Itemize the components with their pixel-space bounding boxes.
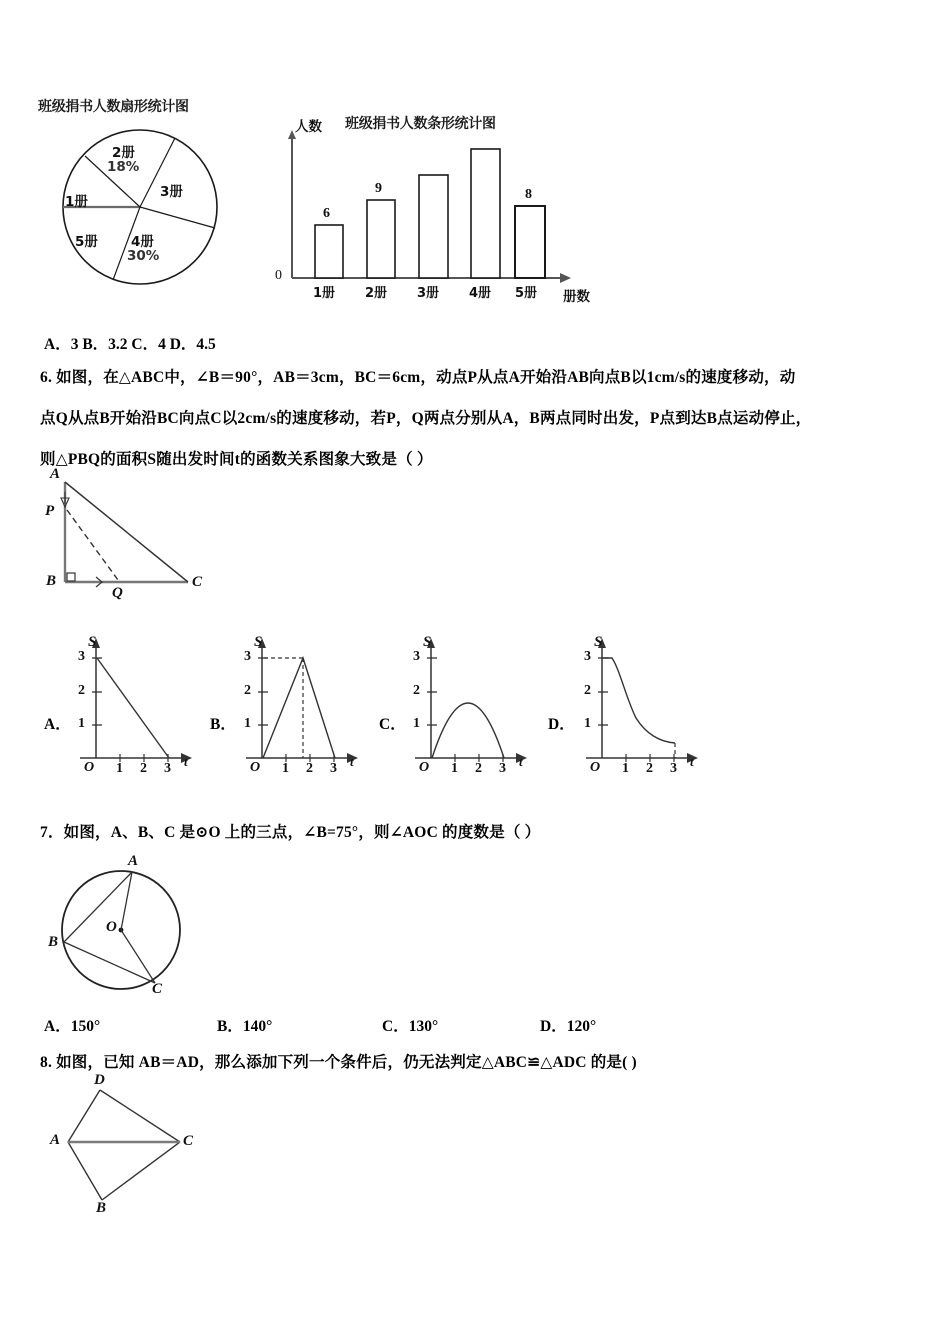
q8-quadrilateral-figure: [40, 1072, 250, 1235]
q6-graph-C: [407, 630, 552, 780]
q7-circle-figure: [50, 855, 230, 1005]
graphD-curve: [603, 658, 675, 743]
pie-chart-svg: [55, 120, 235, 300]
graphD-y-axis-label: S: [594, 634, 603, 650]
pie-chart: [55, 120, 235, 300]
graphD-origin-label: O: [590, 760, 601, 775]
pie-divider-4: [140, 207, 215, 228]
q7-label-C: C: [152, 981, 163, 997]
q8-label-C: C: [183, 1133, 194, 1149]
q7-label-B: B: [48, 934, 59, 950]
graphB-y-axis-label: S: [254, 634, 263, 650]
segment-AC: [65, 482, 188, 582]
segment-BC: [102, 1142, 180, 1200]
bar-category-2: 2册: [365, 286, 388, 301]
segment-DC: [100, 1090, 180, 1142]
graphA-x-axis-label: t: [184, 754, 188, 769]
q8-quadrilateral-svg: [40, 1080, 250, 1235]
graphB-xtick-label-3: 3: [330, 761, 337, 776]
graphC-ytick-label-2: 2: [413, 683, 420, 698]
y-axis-arrowhead: [288, 130, 296, 139]
graphC-xtick-label-1: 1: [451, 761, 458, 776]
segment-AB: [68, 1142, 102, 1200]
bar-value-5: 8: [525, 187, 532, 202]
q6-stem-line3: 则△PBQ的面积S随出发时间t的函数关系图象大致是（ ）: [40, 451, 433, 468]
segment-AD: [68, 1090, 100, 1142]
q6-label-B: B: [46, 573, 57, 589]
q8-stem: 8. 如图，已知 AB＝AD，那么添加下列一个条件后，仍无法判定△ABC≌△ADC 的是( ): [40, 1054, 637, 1071]
q7-option-A-value: 150°: [70, 1018, 101, 1035]
graphA-ytick-label-2: 2: [78, 683, 85, 698]
q7-label-A: A: [128, 853, 139, 869]
q6-graph-A-svg: [72, 630, 217, 780]
q7-option-B-value: 140°: [242, 1018, 273, 1035]
pie-slice-pct-4: 30%: [127, 248, 160, 264]
bar-5: [515, 206, 545, 278]
graphB-ytick-label-1: 1: [244, 716, 251, 731]
graphA-curve: [97, 658, 169, 758]
bar-1: [315, 225, 343, 278]
q6-graph-C-svg: [407, 630, 552, 780]
q7-option-C-key: C．: [382, 1018, 409, 1035]
q8-label-A: A: [50, 1132, 61, 1148]
q6-graph-letter-B: B．: [210, 716, 236, 733]
bar-value-1: 6: [323, 206, 330, 221]
q7-option-D-key: D．: [540, 1018, 567, 1035]
graphD-ytick-label-3: 3: [584, 649, 591, 664]
bar-category-4: 4册: [469, 286, 492, 301]
bar-4: [471, 149, 500, 278]
pie-chart-title: 班级捐书人数扇形统计图: [38, 99, 189, 115]
q6-graph-letter-C: C．: [379, 716, 406, 733]
pie-slice-label-5: 5册: [75, 234, 98, 250]
graphB-curve: [263, 658, 335, 758]
pie-slice-label-3: 3册: [160, 184, 183, 200]
bar-chart-x-axis-name: 册数: [563, 289, 590, 305]
graphC-xtick-label-2: 2: [475, 761, 482, 776]
q6-stem-line2: 点Q从点B开始沿BC向点C以2cm/s的速度移动，若P，Q两点分别从A，B两点同时出发，P点到达B点运动停止，: [40, 410, 812, 427]
graphD-xtick-label-2: 2: [646, 761, 653, 776]
q7-option-A-key: A．: [44, 1018, 71, 1035]
graphD-ytick-label-2: 2: [584, 683, 591, 698]
q6-graph-letter-D: D．: [548, 716, 575, 733]
graphC-x-axis-label: t: [519, 754, 523, 769]
q7-option-D[interactable]: [540, 1014, 596, 1036]
bar-chart-y-axis-name: 人数: [295, 119, 322, 135]
q7-option-B-key: B．: [217, 1018, 243, 1035]
graphC-ytick-label-1: 1: [413, 716, 420, 731]
graphA-y-axis-label: S: [88, 634, 97, 650]
graphC-y-axis-label: S: [423, 634, 432, 650]
pie-slice-label-1: 1册: [65, 194, 88, 210]
bar-chart: [275, 130, 595, 305]
q7-option-C-value: 130°: [408, 1018, 439, 1035]
graphA-origin-label: O: [84, 760, 95, 775]
graphB-x-axis-label: t: [350, 754, 354, 769]
x-axis-arrowhead: [560, 273, 571, 283]
q7-circle-svg: [50, 855, 230, 1005]
bar-category-3: 3册: [417, 286, 440, 301]
bar-2: [367, 200, 395, 278]
graphB-xtick-label-2: 2: [306, 761, 313, 776]
graphB-origin-label: O: [250, 760, 261, 775]
q5-options: A．3 B．3.2 C．4 D．4.5: [44, 336, 216, 353]
graphB-xtick-label-1: 1: [282, 761, 289, 776]
q7-option-D-value: 120°: [566, 1018, 597, 1035]
q6-graph-D: [578, 630, 723, 780]
q7-stem: 7．如图，A、B、C 是⊙O 上的三点，∠B=75°，则∠AOC 的度数是（ ）: [40, 824, 541, 841]
q6-graph-B: [238, 630, 383, 780]
bar-category-1: 1册: [313, 286, 336, 301]
graphB-ytick-label-2: 2: [244, 683, 251, 698]
graphA-ytick-label-3: 3: [78, 649, 85, 664]
pie-slice-pct-2: 18%: [107, 159, 140, 175]
pie-slice-label-4: 4册: [131, 234, 154, 250]
q7-option-A[interactable]: [44, 1014, 100, 1036]
graphB-ytick-label-3: 3: [244, 649, 251, 664]
q6-triangle-figure: [40, 466, 250, 605]
q6-stem-line1: 6. 如图，在△ABC中，∠B＝90°，AB＝3cm，BC＝6cm，动点P从点A开始沿AB向点B以1cm/s的速度移动，动: [40, 369, 796, 386]
graphC-curve: [432, 703, 504, 758]
q6-label-C: C: [192, 574, 203, 590]
bar-chart-title: 班级捐书人数条形统计图: [345, 116, 496, 132]
graphA-xtick-label-1: 1: [116, 761, 123, 776]
graphC-xtick-label-3: 3: [499, 761, 506, 776]
graphC-ytick-label-3: 3: [413, 649, 420, 664]
q6-triangle-svg: [40, 470, 250, 605]
q6-graph-A: [72, 630, 217, 780]
graphA-ytick-label-1: 1: [78, 716, 85, 731]
graphD-xtick-label-1: 1: [622, 761, 629, 776]
q6-graph-B-svg: [238, 630, 383, 780]
graphD-xtick-label-3: 3: [670, 761, 677, 776]
q6-label-A: A: [50, 466, 61, 482]
bar-chart-origin-label: 0: [275, 268, 282, 283]
segment-PQ-dashed: [67, 510, 118, 580]
graphA-xtick-label-3: 3: [164, 761, 171, 776]
q7-label-O: O: [106, 919, 117, 935]
graphA-xtick-label-2: 2: [140, 761, 147, 776]
graphD-ytick-label-1: 1: [584, 716, 591, 731]
q6-graph-letter-A: A．: [44, 716, 71, 733]
q6-label-P: P: [45, 503, 55, 519]
graphC-origin-label: O: [419, 760, 430, 775]
q6-graph-D-svg: [578, 630, 723, 780]
bar-value-2: 9: [375, 181, 382, 196]
right-angle-mark: [67, 573, 75, 581]
q6-label-Q: Q: [112, 585, 123, 601]
q7-option-B[interactable]: [217, 1014, 272, 1036]
q7-option-C[interactable]: [382, 1014, 438, 1036]
bar-category-5: 5册: [515, 286, 538, 301]
q8-label-B: B: [96, 1200, 107, 1216]
graphD-x-axis-label: t: [690, 754, 694, 769]
bar-3: [419, 175, 448, 278]
q8-label-D: D: [94, 1072, 105, 1088]
pie-slice-label-2: 2册: [112, 145, 135, 161]
